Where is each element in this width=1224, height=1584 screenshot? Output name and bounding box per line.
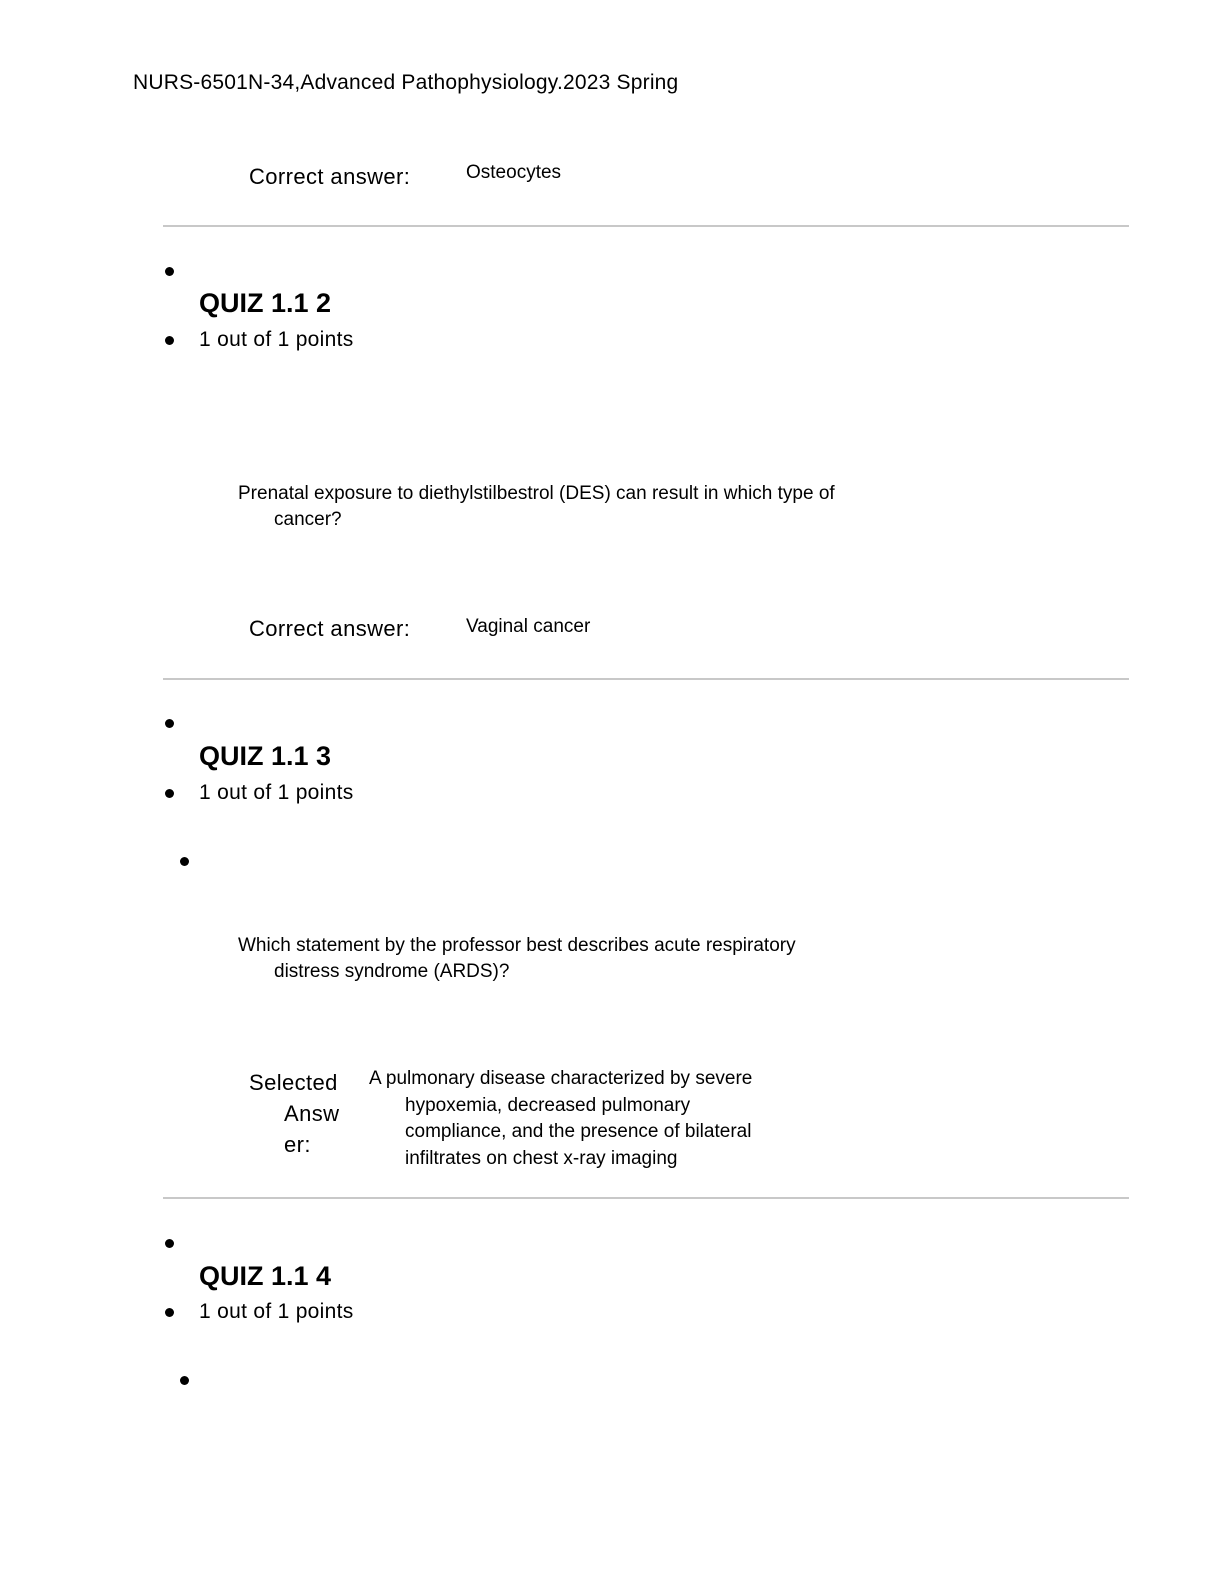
list-bullet bbox=[165, 1308, 174, 1317]
question-line: cancer? bbox=[274, 509, 342, 530]
list-bullet bbox=[180, 857, 189, 866]
list-bullet bbox=[165, 789, 174, 798]
question-line: Which statement by the professor best describes acute respiratory bbox=[238, 935, 796, 956]
section-divider bbox=[163, 1197, 1129, 1199]
points-score: 1 out of 1 points bbox=[199, 328, 354, 351]
question-line: Prenatal exposure to diethylstilbestrol (DES) can result in which type of bbox=[238, 483, 835, 504]
answer-line: infiltrates on chest x-ray imaging bbox=[405, 1147, 678, 1169]
correct-answer-value: Vaginal cancer bbox=[466, 616, 591, 637]
course-header: NURS-6501N-34,Advanced Pathophysiology.2023 Spring bbox=[133, 71, 679, 94]
answer-line: A pulmonary disease characterized by severe bbox=[369, 1068, 753, 1089]
correct-answer-label: Correct answer: bbox=[249, 616, 411, 641]
list-bullet bbox=[165, 336, 174, 345]
quiz-title: QUIZ 1.1 2 bbox=[199, 288, 332, 318]
quiz-title: QUIZ 1.1 4 bbox=[199, 1261, 332, 1291]
list-bullet bbox=[165, 267, 174, 276]
selected-label-line: er: bbox=[284, 1132, 311, 1157]
list-bullet bbox=[165, 719, 174, 728]
list-bullet bbox=[180, 1376, 189, 1385]
selected-label-line: Selected bbox=[249, 1070, 338, 1095]
question-line: distress syndrome (ARDS)? bbox=[274, 961, 510, 982]
question-text bbox=[238, 933, 796, 985]
section-divider bbox=[163, 678, 1129, 680]
selected-answer-label bbox=[249, 1067, 339, 1160]
points-score: 1 out of 1 points bbox=[199, 781, 354, 804]
points-score: 1 out of 1 points bbox=[199, 1300, 354, 1323]
question-text bbox=[238, 481, 835, 533]
selected-answer-text bbox=[369, 1066, 752, 1172]
answer-line: compliance, and the presence of bilateral bbox=[405, 1121, 752, 1142]
list-bullet bbox=[165, 1239, 174, 1248]
correct-answer-value: Osteocytes bbox=[466, 162, 562, 183]
quiz-title: QUIZ 1.1 3 bbox=[199, 741, 332, 771]
answer-line: hypoxemia, decreased pulmonary bbox=[405, 1094, 691, 1116]
section-divider bbox=[163, 225, 1129, 227]
selected-label-line: Answ bbox=[284, 1101, 340, 1126]
correct-answer-label: Correct answer: bbox=[249, 164, 411, 189]
